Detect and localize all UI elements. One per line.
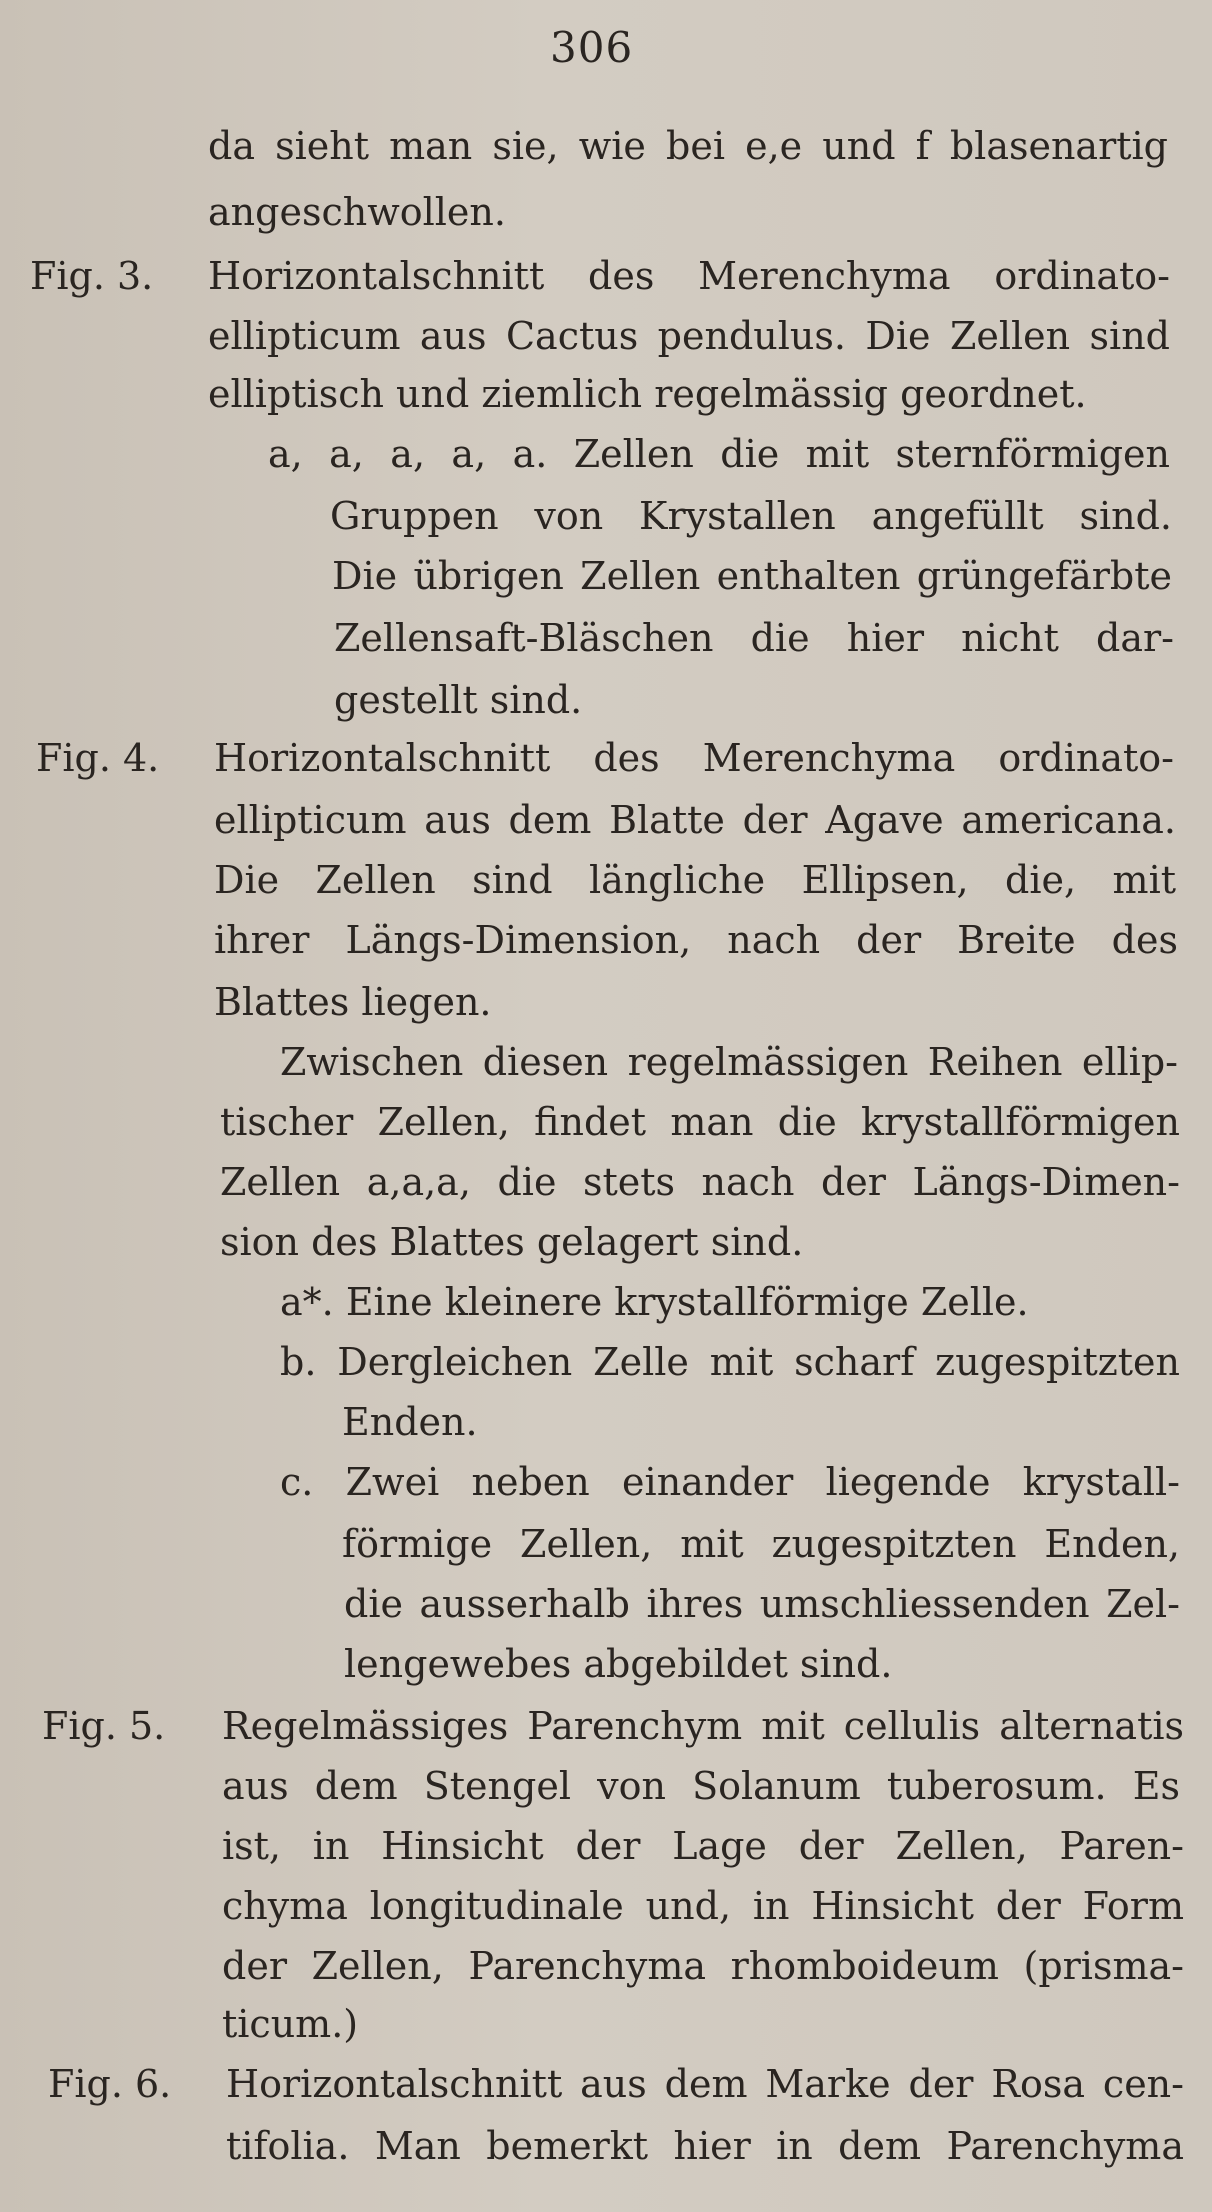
text-line: tifolia. Man bemerkt hier in dem Parenchyma: [226, 2124, 1184, 2168]
text-line: Enden.: [342, 1400, 478, 1444]
text-line: chyma longitudinale und, in Hinsicht der Form: [222, 1884, 1184, 1928]
text-line: Blattes liegen.: [214, 980, 492, 1024]
text-line: tischer Zellen, findet man die krystallförmigen: [220, 1100, 1180, 1144]
text-line: lengewebes abgebildet sind.: [344, 1642, 893, 1686]
text-line: sion des Blattes gelagert sind.: [220, 1220, 804, 1264]
text-line: Zwischen diesen regelmässigen Reihen ellip-: [280, 1040, 1178, 1084]
text-line: ticum.): [222, 2002, 359, 2046]
text-line: ellipticum aus dem Blatte der Agave americana.: [214, 798, 1176, 842]
page-number: 306: [550, 23, 634, 72]
text-line: die ausserhalb ihres umschliessenden Zel-: [344, 1582, 1180, 1626]
text-line: a, a, a, a, a. Zellen die mit sternförmigen: [268, 432, 1170, 476]
text-line: aus dem Stengel von Solanum tuberosum. Es: [222, 1764, 1180, 1808]
text-line: elliptisch und ziemlich regelmässig geordnet.: [208, 372, 1087, 416]
text-line: ist, in Hinsicht der Lage der Zellen, Paren-: [222, 1824, 1184, 1868]
text-line: Zellensaft-Bläschen die hier nicht dar-: [334, 616, 1174, 660]
text-line: a*. Eine kleinere krystallförmige Zelle.: [280, 1280, 1029, 1324]
text-line: der Zellen, Parenchyma rhomboideum (prisma-: [222, 1944, 1184, 1988]
figure-label-5: Fig. 5.: [42, 1704, 166, 1748]
text-line: ihrer Längs-Dimension, nach der Breite des: [214, 918, 1178, 962]
text-line: gestellt sind.: [334, 678, 583, 722]
text-line: Horizontalschnitt des Merenchyma ordinato-: [214, 736, 1174, 780]
text-line: angeschwollen.: [208, 190, 506, 234]
text-line: Horizontalschnitt des Merenchyma ordinato-: [208, 254, 1170, 298]
text-line: da sieht man sie, wie bei e,e und f blasenartig: [208, 124, 1168, 168]
text-line: Die Zellen sind längliche Ellipsen, die, mit: [214, 858, 1176, 902]
figure-label-6: Fig. 6.: [48, 2062, 172, 2106]
text-line: Regelmässiges Parenchym mit cellulis alternatis: [222, 1704, 1184, 1748]
text-line: c. Zwei neben einander liegende krystall-: [280, 1460, 1180, 1504]
text-line: Zellen a,a,a, die stets nach der Längs-Dimen-: [220, 1160, 1180, 1204]
figure-label-4: Fig. 4.: [36, 736, 160, 780]
figure-label-3: Fig. 3.: [30, 254, 154, 298]
text-line: Horizontalschnitt aus dem Marke der Rosa cen-: [226, 2062, 1184, 2106]
text-line: b. Dergleichen Zelle mit scharf zugespitzten: [280, 1340, 1180, 1384]
text-line: ellipticum aus Cactus pendulus. Die Zellen sind: [208, 314, 1170, 358]
text-line: Die übrigen Zellen enthalten grüngefärbte: [332, 554, 1172, 598]
text-line: förmige Zellen, mit zugespitzten Enden,: [342, 1522, 1180, 1566]
text-line: Gruppen von Krystallen angefüllt sind.: [330, 494, 1172, 538]
